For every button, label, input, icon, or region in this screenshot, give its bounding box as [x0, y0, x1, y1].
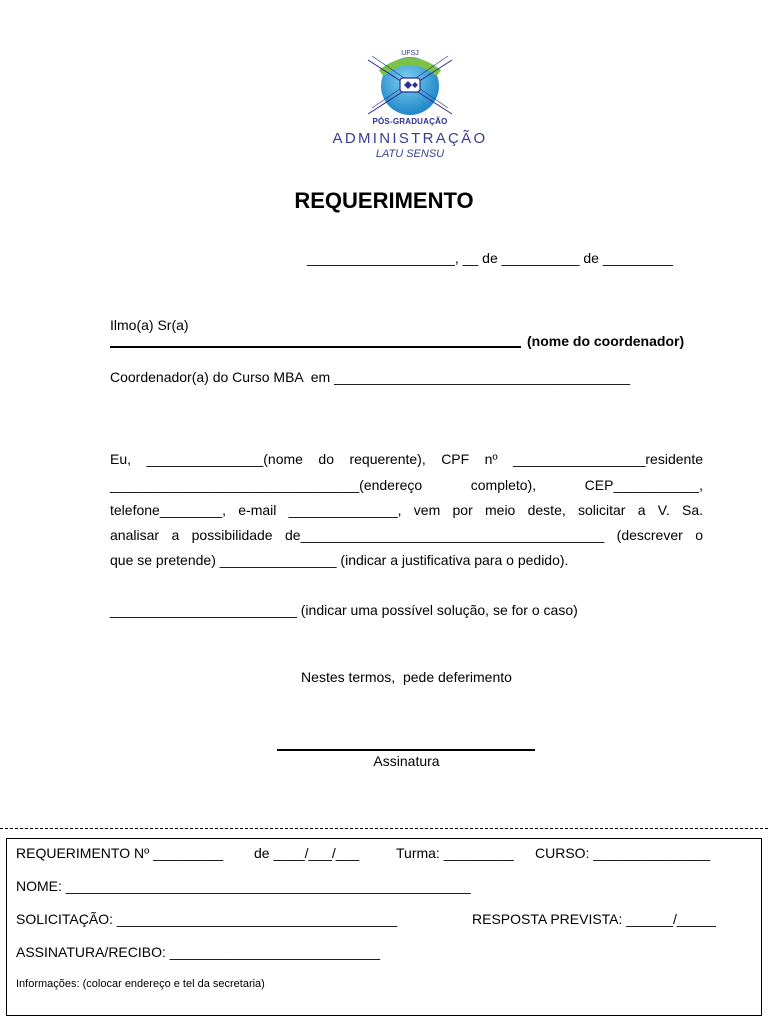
paragraph-line-1: Eu, _______________(nome do requerente), CPF nº _________________residente	[110, 451, 703, 467]
program-logo	[330, 46, 490, 164]
receipt-request: SOLICITAÇÃO: ____________________________________	[16, 911, 398, 927]
document-title: REQUERIMENTO	[294, 188, 474, 213]
receipt-box	[6, 838, 762, 1016]
receipt-number: REQUERIMENTO Nº _________	[16, 845, 224, 861]
globe-emblem-icon	[362, 46, 458, 118]
paragraph-line-5: que se pretende) _______________ (indicar a justificativa para o pedido).	[110, 552, 569, 568]
logo-sub-text: LATU SENSU	[375, 148, 445, 160]
solution-line: ________________________ (indicar uma possível solução, se for o caso)	[110, 602, 578, 618]
receipt-name: NOME: ____________________________________________________	[16, 878, 471, 894]
signature-label: Assinatura	[373, 753, 440, 769]
signature-line	[277, 749, 535, 751]
receipt-response: RESPOSTA PREVISTA: ______/_____	[472, 911, 716, 927]
paragraph-line-4: analisar a possibilidade de_______________________________________ (descrever o	[110, 527, 703, 543]
date-line: ___________________, __ de __________ de _________	[307, 250, 673, 266]
receipt-class: Turma: _________	[396, 845, 514, 861]
course-line: Coordenador(a) do Curso MBA em ______________________________________	[110, 369, 630, 385]
receipt-date: de ____/___/___	[254, 845, 360, 861]
salutation: Ilmo(a) Sr(a)	[110, 317, 189, 333]
logo-name-text: ADMINISTRAÇÃO	[332, 130, 488, 147]
closing-text: Nestes termos, pede deferimento	[301, 669, 512, 685]
receipt-signature: ASSINATURA/RECIBO: ___________________________	[16, 944, 380, 960]
receipt-course: CURSO: _______________	[535, 845, 711, 861]
coordinator-label: (nome do coordenador)	[527, 333, 685, 349]
logo-top-text: UFSJ	[401, 50, 419, 57]
logo-program-text: PÓS-GRADUAÇÃO	[372, 117, 448, 126]
paragraph-line-3: telefone________, e-mail ______________, vem por meio deste, solicitar a V. Sa.	[110, 502, 703, 518]
paragraph-line-2: ________________________________(endereço completo), CEP___________,	[110, 477, 703, 493]
coordinator-name-line	[110, 346, 521, 348]
cut-line	[0, 828, 768, 829]
receipt-info: Informações: (colocar endereço e tel da secretaria)	[16, 978, 265, 990]
